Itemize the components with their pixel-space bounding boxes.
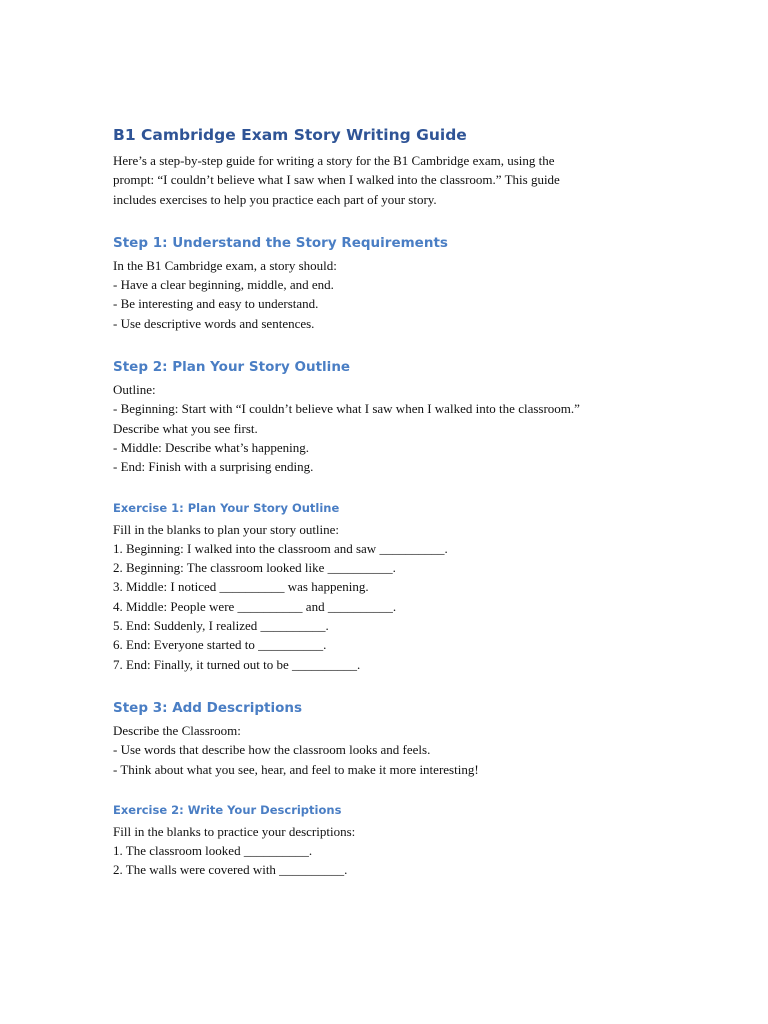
body-line: - Use words that describe how the classroom looks and feels. bbox=[113, 742, 431, 758]
body-line: Fill in the blanks to practice your descriptions: bbox=[113, 823, 356, 839]
exercise-item: 7. End: Finally, it turned out to be __________. bbox=[113, 656, 361, 672]
exercise-item: 4. Middle: People were __________ and __________. bbox=[113, 598, 397, 614]
exercise-item: 1. The classroom looked __________. bbox=[113, 843, 313, 859]
body-line: - Think about what you see, hear, and feel to make it more interesting! bbox=[113, 761, 479, 777]
exercise-item: 6. End: Everyone started to __________. bbox=[113, 637, 327, 653]
body-line: Outline: bbox=[113, 382, 156, 398]
page-title: B1 Cambridge Exam Story Writing Guide bbox=[113, 126, 467, 144]
intro-line: Here’s a step-by-step guide for writing a story for the B1 Cambridge exam, using the bbox=[113, 153, 555, 168]
body-line: In the B1 Cambridge exam, a story should: bbox=[113, 257, 337, 273]
exercise-2-heading: Exercise 2: Write Your Descriptions bbox=[113, 802, 342, 817]
exercise-1-heading: Exercise 1: Plan Your Story Outline bbox=[113, 500, 340, 515]
body-line: - End: Finish with a surprising ending. bbox=[113, 459, 314, 475]
step-3-section bbox=[113, 698, 728, 779]
body-line: Describe what you see first. bbox=[113, 420, 258, 436]
body-line: - Beginning: Start with “I couldn’t believe what I saw when I walked into the classroom.” bbox=[113, 401, 580, 417]
body-line: Fill in the blanks to plan your story outline: bbox=[113, 521, 340, 537]
step-1-heading: Step 1: Understand the Story Requirements bbox=[113, 234, 448, 251]
exercise-1-section bbox=[113, 499, 728, 674]
step-3-heading: Step 3: Add Descriptions bbox=[113, 699, 303, 716]
exercise-item: 5. End: Suddenly, I realized __________. bbox=[113, 618, 329, 634]
exercise-item: 2. Beginning: The classroom looked like __________. bbox=[113, 560, 396, 576]
exercise-item: 3. Middle: I noticed __________ was happening. bbox=[113, 579, 369, 595]
body-line: - Be interesting and easy to understand. bbox=[113, 296, 319, 312]
body-line: - Use descriptive words and sentences. bbox=[113, 315, 315, 331]
exercise-item: 1. Beginning: I walked into the classroom and saw __________. bbox=[113, 540, 448, 556]
intro-line: prompt: “I couldn’t believe what I saw when I walked into the classroom.” This guide bbox=[113, 172, 560, 188]
exercise-item: 2. The walls were covered with __________. bbox=[113, 862, 348, 878]
step-2-heading: Step 2: Plan Your Story Outline bbox=[113, 359, 351, 376]
exercise-2-section bbox=[113, 801, 728, 880]
intro-line: includes exercises to help you practice each part of your story. bbox=[113, 191, 437, 207]
body-line: - Middle: Describe what’s happening. bbox=[113, 439, 310, 455]
body-line: Describe the Classroom: bbox=[113, 722, 241, 738]
step-2-section bbox=[113, 357, 728, 476]
intro-paragraph bbox=[113, 151, 728, 209]
step-1-section bbox=[113, 233, 728, 333]
body-line: - Have a clear beginning, middle, and end. bbox=[113, 277, 334, 293]
